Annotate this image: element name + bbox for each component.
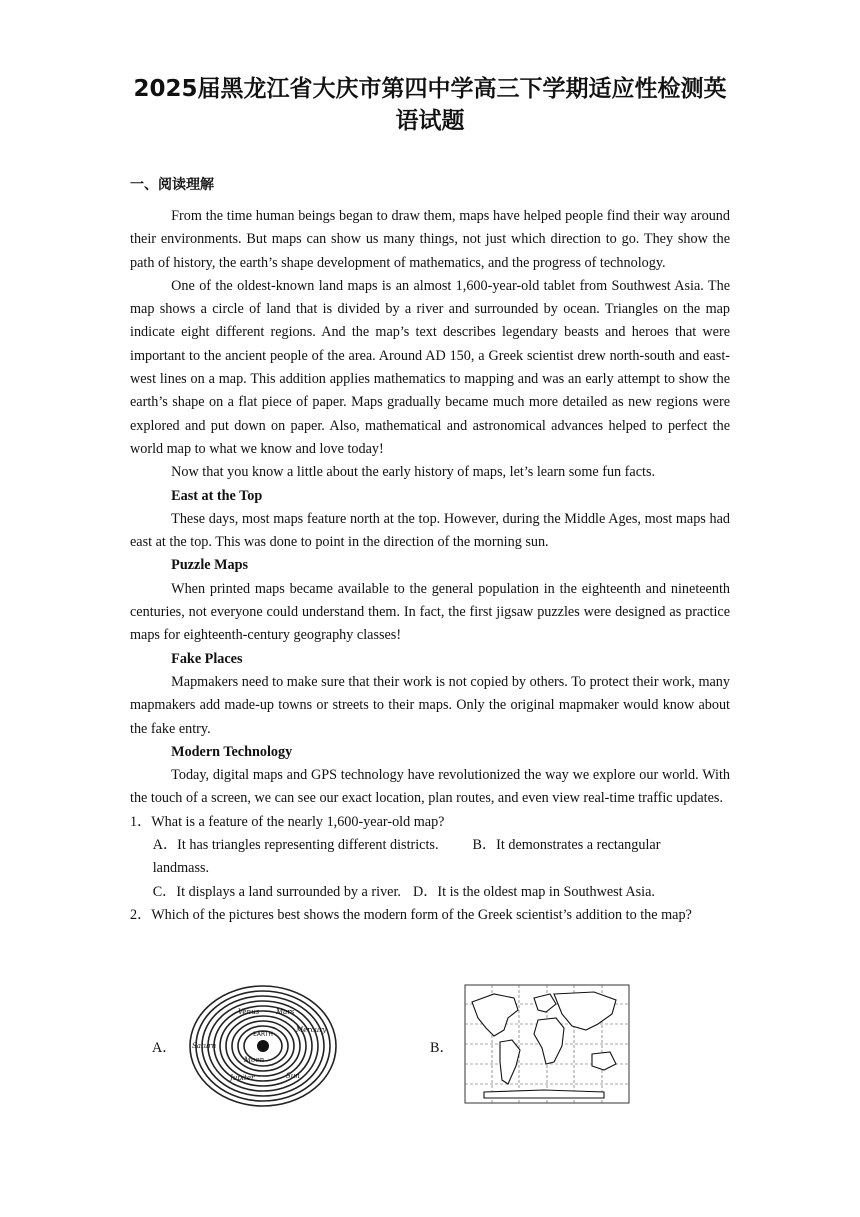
option-b[interactable]: B．It demonstrates a rectangular <box>472 837 661 854</box>
subheading: East at the Top <box>171 487 263 504</box>
orbit-label: Venus <box>238 1008 260 1016</box>
paragraph: When printed maps became available to the general population in the eighteenth and nineteenth centuries, not everyone could understand them. In fact, the first jigsaw puzzles were designed as practice maps for eighteenth-century geography classes! <box>130 580 730 644</box>
doc-title-line1: 2025届黑龙江省大庆市第四中学高三下学期适应性检测英 <box>133 76 727 102</box>
question-1-stem: 1．What is a feature of the nearly 1,600-year-old map? <box>130 813 445 830</box>
question-2-pictures <box>130 982 730 1112</box>
option-b-label[interactable]: B． <box>430 1040 454 1056</box>
option-d[interactable]: D．It is the oldest map in Southwest Asia. <box>412 883 655 900</box>
question-1-options <box>130 834 730 904</box>
paragraph: One of the oldest-known land maps is an almost 1,600-year-old tablet from Southwest Asia. The map shows a circle of land that is divided by a river and surrounded by ocean. Triangles on the map indicate eight different regions. And the map’s text describes legendary beasts and heroes that were important to the ancient people of the area. Around AD 150, a Greek scientist drew north-south and east-west lines on a map. This addition applies mathematics to mapping and was an early attempt to show the earth’s shape on a flat piece of paper. Maps gradually became much more detailed as new regions were explored and put down on paper. Also, mathematical and astronomical advances helped to perfect the world map to what we know and love today! <box>130 277 730 457</box>
option-c[interactable]: C．It displays a land surrounded by a river. <box>152 883 401 900</box>
paragraph: Now that you know a little about the early history of maps, let’s learn some fun facts. <box>171 464 656 481</box>
doc-title-line2: 语试题 <box>395 108 465 134</box>
subheading: Fake Places <box>171 650 243 667</box>
orbit-label: Saturn <box>192 1042 217 1050</box>
orbit-label: Jupiter <box>230 1074 255 1082</box>
option-a-label[interactable]: A． <box>152 1040 177 1056</box>
option-a[interactable]: A．It has triangles representing different districts. <box>152 837 439 854</box>
paragraph: Today, digital maps and GPS technology have revolutionized the way we explore our world. With the touch of a screen, we can see our exact location, plan routes, and even view real-time traffic updates. <box>130 767 730 807</box>
orbit-label: Mars <box>276 1008 295 1016</box>
paragraph: From the time human beings began to draw them, maps have helped people find their way around their environments. But maps can show us many things, not just which direction to go. They show the path of history, the earth’s shape development of mathematics, and the progress of technology. <box>130 208 730 271</box>
passage-body <box>130 205 730 927</box>
paragraph: Mapmakers need to make sure that their work is not copied by others. To protect their work, many mapmakers add made-up towns or streets to their maps. Only the original mapmaker would know about the fake entry. <box>130 673 730 737</box>
orbit-label: Moon <box>244 1056 265 1064</box>
section-heading: 一、阅读理解 <box>130 177 214 193</box>
concentric-orbit-map-image[interactable] <box>188 984 338 1108</box>
subheading: Puzzle Maps <box>171 557 249 574</box>
question-2-stem: 2．Which of the pictures best shows the modern form of the Greek scientist’s addition to the map? <box>130 906 692 923</box>
earth-label: EARTH <box>253 1031 273 1038</box>
orbit-label: Mercury <box>296 1026 327 1034</box>
grid-world-map-image[interactable] <box>464 984 630 1104</box>
subheading: Modern Technology <box>171 743 293 760</box>
option-b-continued: landmass. <box>152 860 210 877</box>
orbit-label: Sun <box>286 1072 300 1080</box>
paragraph: These days, most maps feature north at the top. However, during the Middle Ages, most maps had east at the top. This was done to point in the direction of the morning sun. <box>130 510 730 551</box>
